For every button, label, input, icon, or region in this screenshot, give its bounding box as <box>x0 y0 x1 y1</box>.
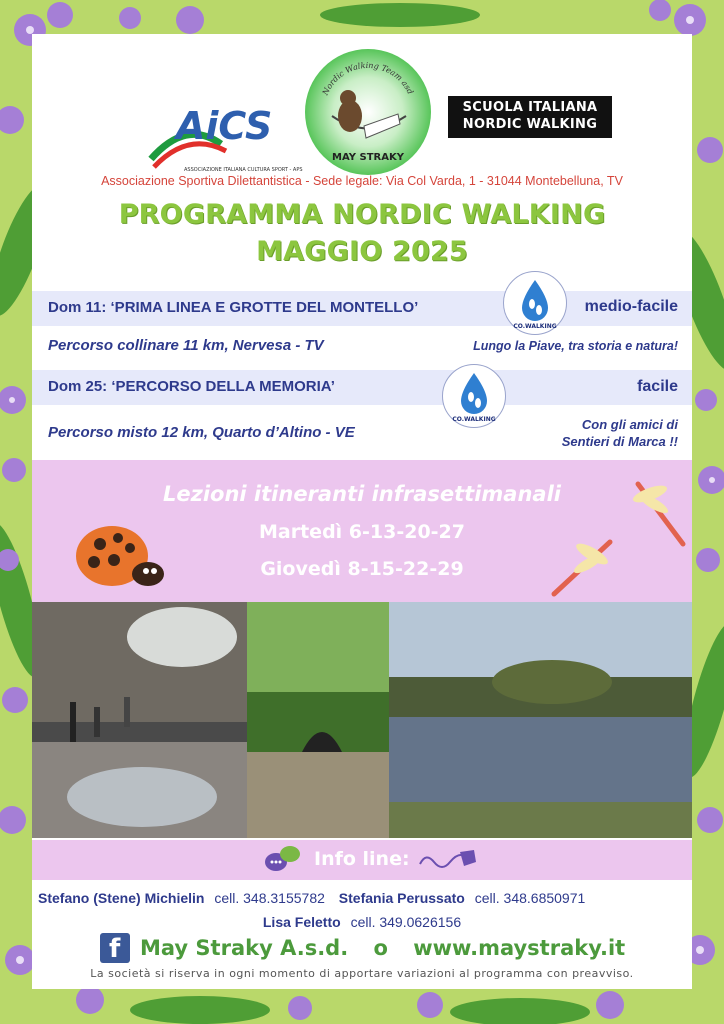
aics-logo-subtitle: ASSOCIAZIONE ITALIANA CULTURA SPORT - APS <box>184 167 303 173</box>
phone-icon <box>416 846 480 876</box>
event-2-note-line2: Sentieri di Marca !! <box>561 434 678 449</box>
contact-1-name: Stefano (Stene) Michielin <box>38 890 205 906</box>
event-1-note: Lungo la Piave, tra storia e natura! <box>473 339 678 353</box>
contact-row-2 <box>32 914 692 930</box>
event-2-level: facile <box>637 378 678 395</box>
sinw-line1: SCUOLA ITALIANA <box>462 100 598 115</box>
contact-1-phone: cell. 348.3155782 <box>214 890 325 906</box>
contact-2-name: Stefania Perussato <box>338 890 465 906</box>
co-walking-badge <box>442 364 506 428</box>
sinw-line2: NORDIC WALKING <box>462 117 598 132</box>
association-address: Associazione Sportiva Dilettantistica - Sede legale: Via Col Varda, 1 - 31044 Montebelluna, TV <box>101 174 623 188</box>
contact-2-phone: cell. 348.6850971 <box>474 890 586 906</box>
event-1-level: medio-facile <box>584 298 678 315</box>
event-2-note-line1: Con gli amici di <box>581 417 678 432</box>
program-title: PROGRAMMA NORDIC WALKING <box>118 199 606 230</box>
river-photo <box>389 602 692 838</box>
co-walking-label: CO.WALKING <box>513 323 557 330</box>
disclaimer: La società si riserva in ogni momento di apportare variazioni al programma con preavviso. <box>90 967 634 980</box>
facebook-page-link[interactable]: May Straky A.s.d. <box>140 936 349 960</box>
lessons-tuesday: Martedì 6-13-20-27 <box>259 521 465 543</box>
co-walking-label: CO.WALKING <box>452 416 496 423</box>
chat-bubbles-icon <box>264 842 302 876</box>
lessons-thursday: Giovedì 8-15-22-29 <box>260 558 464 580</box>
contact-3-phone: cell. 349.0626156 <box>350 914 462 930</box>
water-drop-icon <box>443 365 505 427</box>
aics-logo-text: AiCS <box>176 104 273 148</box>
event-2-route: Percorso misto 12 km, Quarto d’Altino - VE <box>48 424 355 441</box>
event-2-name: Dom 25: ‘PERCORSO DELLA MEMORIA’ <box>48 378 335 395</box>
lessons-title: Lezioni itineranti infrasettimanali <box>163 482 561 506</box>
cave-photo <box>32 602 247 838</box>
forest-tunnel-photo <box>247 602 389 838</box>
program-month: MAGGIO 2025 <box>256 236 468 267</box>
event-2-note <box>562 416 678 450</box>
dragonfly-icon <box>628 474 692 554</box>
co-walking-badge <box>503 271 567 335</box>
website-link[interactable]: www.maystraky.it <box>413 936 626 960</box>
event-1-name: Dom 11: ‘PRIMA LINEA E GROTTE DEL MONTELLO’ <box>48 299 419 316</box>
ladybug-icon <box>70 516 170 596</box>
contact-3-name: Lisa Feletto <box>262 914 341 930</box>
event-1-route: Percorso collinare 11 km, Nervesa - TV <box>48 337 324 354</box>
may-straky-arc-text: Nordic Walking Team asd <box>320 60 415 97</box>
footer-brand <box>140 936 625 960</box>
water-drop-icon <box>504 272 566 334</box>
info-line-label: Info line: <box>314 848 410 870</box>
may-straky-logo <box>302 46 434 178</box>
aics-logo <box>146 89 303 179</box>
footer-or: o <box>373 936 388 960</box>
dragonfly-icon <box>544 530 620 606</box>
contact-row-1 <box>38 890 585 906</box>
facebook-icon[interactable]: f <box>100 933 130 963</box>
photo-strip <box>32 602 692 838</box>
flyer-card <box>32 34 692 989</box>
may-straky-name: MAY STRAKY <box>332 152 404 163</box>
scuola-italiana-nordic-walking-logo <box>448 96 612 138</box>
